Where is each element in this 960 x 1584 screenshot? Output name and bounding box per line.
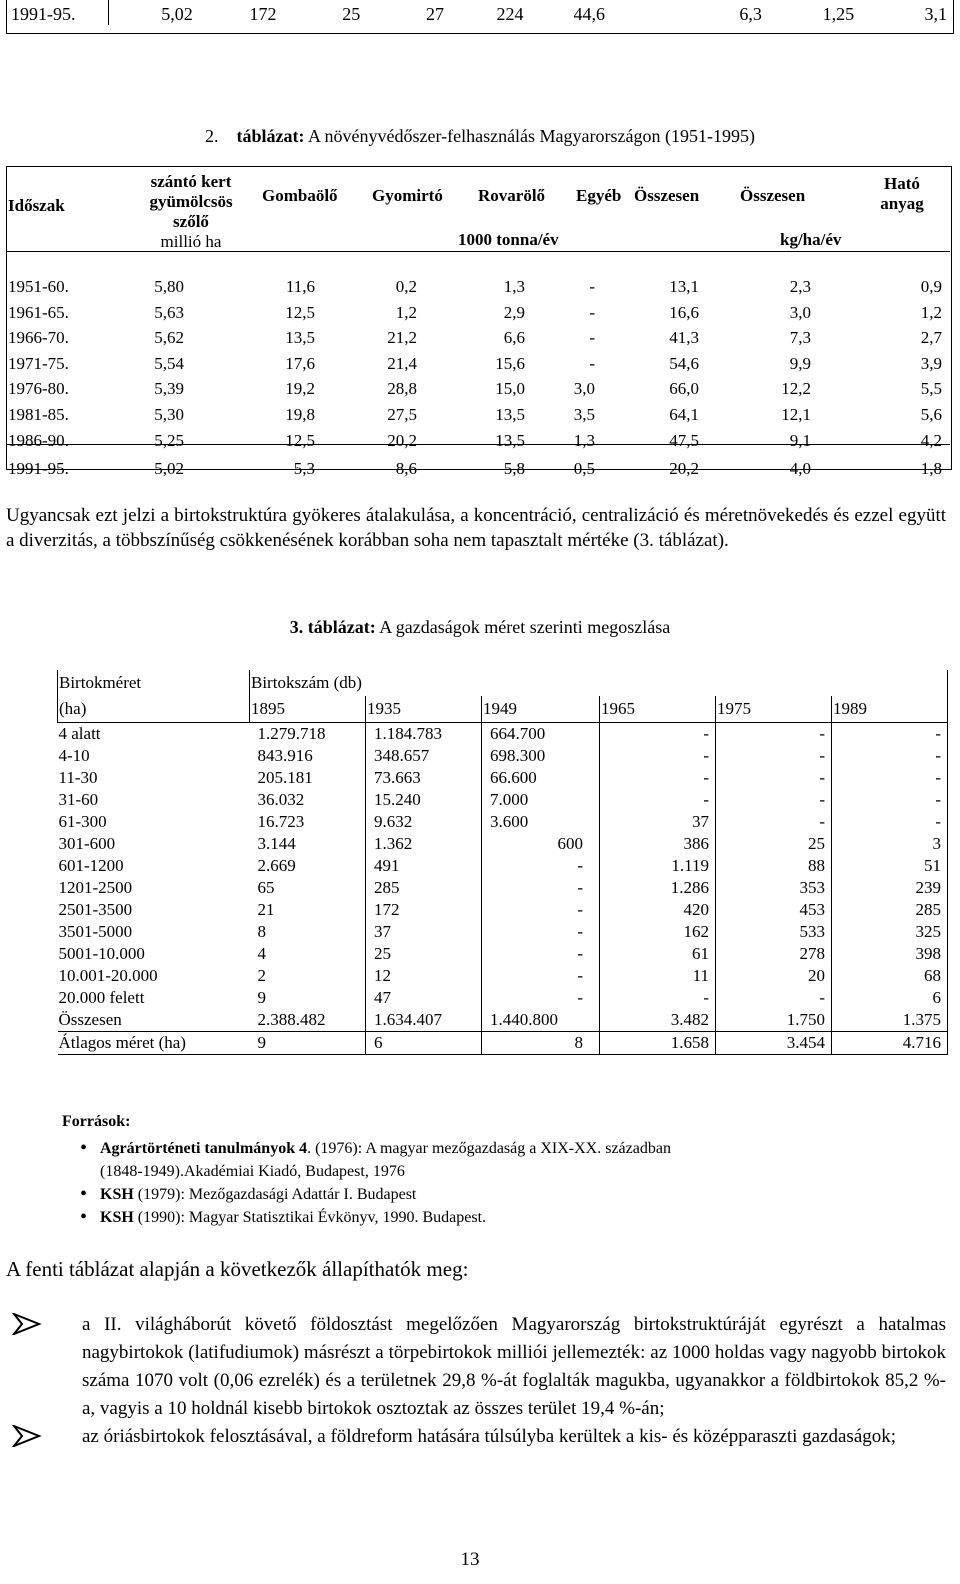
table-cell: 4,0: [789, 459, 811, 479]
table-cell: 51: [832, 855, 948, 877]
table-cell: 6,6: [503, 328, 525, 348]
table-cell: 8: [482, 1032, 600, 1055]
table-cell: -: [482, 877, 600, 899]
table-row: [6, 300, 950, 326]
table-cell: 12,1: [781, 404, 811, 424]
table-cell: 17,6: [285, 353, 315, 373]
size-label: 31-60: [58, 790, 99, 809]
table-cell: -: [482, 943, 600, 965]
table-cell: 0,9: [920, 277, 942, 296]
table-cell: 3,0: [789, 302, 811, 322]
header-area: [136, 172, 246, 252]
table-cell: 25: [342, 4, 361, 24]
table-cell: 25: [716, 833, 832, 855]
table-cell: 1.375: [832, 1009, 948, 1032]
table-cell: 9: [250, 1032, 366, 1055]
table-cell: 491: [366, 855, 482, 877]
source-item: [62, 1137, 671, 1183]
header-size: Birtokméret: [58, 670, 250, 696]
table-cell: 65: [250, 877, 366, 899]
table-cell: 37: [366, 921, 482, 943]
header-total-kgha: Összesen: [740, 186, 806, 205]
table-cell: 16,6: [669, 302, 699, 322]
header-size-unit: (ha): [58, 696, 250, 723]
size-label: 301-600: [58, 834, 116, 853]
table-cell: 11,6: [285, 277, 315, 296]
conclusion-heading: A fenti táblázat alapján a következők állapíthatók meg:: [6, 1257, 469, 1281]
table-cell: 12,2: [781, 379, 811, 399]
table-cell: 5,62: [154, 328, 184, 348]
table-cell: 1.184.783: [366, 723, 482, 746]
table-row: [58, 855, 948, 877]
size-label: 20.000 felett: [58, 988, 145, 1007]
table-cell: 25: [366, 943, 482, 965]
table-cell: 37: [600, 811, 716, 833]
year-header: 1935: [366, 696, 482, 723]
table-cell: 41,3: [669, 328, 699, 348]
table-cell: 1,25: [822, 4, 855, 24]
table-cell: 1981-85.: [8, 404, 69, 424]
table-cell: 9.632: [366, 811, 482, 833]
table-cell: 47: [366, 987, 482, 1009]
year-header: 1965: [600, 696, 716, 723]
table-cell: 600: [482, 833, 600, 855]
source-text: (1990): Magyar Statisztikai Évkönyv, 1990. Budapest.: [133, 1209, 487, 1226]
table-cell: 3,1: [924, 4, 947, 24]
header-area-line: gyümölcsös: [149, 192, 233, 211]
source-item: [62, 1206, 671, 1229]
table-cell: 1991-95.: [8, 459, 69, 479]
table-row: [6, 453, 950, 482]
header-area-unit: millió ha: [160, 232, 222, 251]
table-cell: 843.916: [250, 745, 366, 767]
table-cell: 664.700: [482, 723, 600, 746]
header-area-line: szőlő: [173, 212, 209, 231]
table-cell: 5,5: [920, 379, 942, 399]
table-row: [6, 274, 950, 300]
list-item: [6, 1311, 946, 1423]
table-row: [7, 0, 953, 25]
year-header: 1949: [482, 696, 600, 723]
table-cell: 1.658: [600, 1032, 716, 1055]
header-active-line: Ható: [884, 174, 920, 193]
size-label: 61-300: [58, 812, 107, 831]
table-cell: 348.657: [366, 745, 482, 767]
table-cell: -: [716, 811, 832, 833]
table-cell: 28,8: [387, 379, 417, 399]
table-cell: -: [716, 767, 832, 789]
table-row: [58, 1009, 948, 1032]
table-cell: -: [600, 767, 716, 789]
source-item: [62, 1183, 671, 1206]
table-cell: 2,7: [920, 328, 942, 348]
table-cell: 15,0: [495, 379, 525, 399]
table-cell: 5,02: [154, 459, 184, 479]
table-cell: -: [482, 987, 600, 1009]
header-period: Időszak: [8, 196, 65, 215]
table-cell: 7.000: [482, 789, 600, 811]
table-cell: 353: [716, 877, 832, 899]
table-cell: 13,5: [285, 328, 315, 348]
table-cell: -: [600, 723, 716, 746]
source-author: KSH: [100, 1186, 134, 1203]
source-text-cont: (1848-1949).Akadémiai Kiadó, Budapest, 1976: [100, 1163, 405, 1180]
table-row: [58, 1032, 948, 1055]
table-row: [58, 921, 948, 943]
table-cell: 16.723: [250, 811, 366, 833]
table-cell: 5,02: [161, 4, 193, 24]
list-item-text: a II. világháborút követő földosztást megelőzően Magyarország birtokstruktúráját egyrészt a hatalmas nagybirtokok (latifudiumok) másrészt a törpebirtokok milliói jellemezték: az 1000 holdas vagy nagyobb birtokok száma 1070 volt (0,06 ezrelék) és a területnek 29,8 %-át foglalták magukba, ugyanakkor a földbirtokok 85,2 %-a, vagyis a 10 holdnál kisebb birtokok osztoztak az összes terület 19,4 %-án;: [82, 1314, 946, 1419]
table-cell: 1971-75.: [8, 353, 69, 373]
table-cell: 172: [249, 4, 277, 24]
table-cell: 6: [832, 987, 948, 1009]
table-cell: -: [482, 899, 600, 921]
table-cell: 1,8: [920, 459, 942, 479]
table-cell: 5,39: [154, 379, 184, 399]
table-row: [58, 745, 948, 767]
table-cell: 0,5: [573, 459, 595, 479]
table-cell: 9,1: [789, 430, 811, 450]
table-cell: 15.240: [366, 789, 482, 811]
table-cell: 398: [832, 943, 948, 965]
table-cell: -: [600, 789, 716, 811]
table-cell: 20: [716, 965, 832, 987]
year-header: 1989: [832, 696, 948, 723]
header-active-line: anyag: [880, 194, 924, 213]
table-cell: 278: [716, 943, 832, 965]
table-cell: 1,2: [920, 302, 942, 322]
table-cell: 12,5: [285, 302, 315, 322]
table-row: [58, 877, 948, 899]
table-cell: 15,6: [495, 353, 525, 373]
source-text: . (1976): A magyar mezőgazdaság a XIX-XX. században: [307, 1140, 671, 1157]
table-cell: -: [589, 277, 595, 296]
table-cell: 224: [496, 4, 524, 24]
table-cell: 9,9: [789, 353, 811, 373]
table-cell: 285: [832, 899, 948, 921]
header-herbicide: Gyomirtó: [372, 186, 443, 205]
table-cell: -: [600, 745, 716, 767]
table-cell: 5,8: [503, 459, 525, 479]
table-cell: 5,6: [920, 404, 942, 424]
table-cell: 3: [832, 833, 948, 855]
table-cell: -: [482, 965, 600, 987]
table-cell: -: [832, 745, 948, 767]
table-cell: 3.482: [600, 1009, 716, 1032]
table-row: [6, 376, 950, 402]
caption-label: 3. táblázat:: [289, 617, 376, 637]
table-cell: 5,3: [293, 459, 315, 479]
table-cell: 64,1: [669, 404, 699, 424]
table-row: [6, 325, 950, 351]
table-row: [58, 767, 948, 789]
header-active-ingredient: [860, 174, 944, 214]
table-cell: 13,5: [495, 404, 525, 424]
table-cell: 1951-60.: [8, 277, 69, 296]
table3: [57, 670, 947, 1055]
table-cell: -: [589, 302, 595, 322]
table-cell: 66.600: [482, 767, 600, 789]
table-cell: 11: [600, 965, 716, 987]
table-cell: -: [589, 353, 595, 373]
unit-tonnes: 1000 tonna/év: [458, 230, 559, 249]
table-cell: 1966-70.: [8, 328, 69, 348]
table-cell: 3.144: [250, 833, 366, 855]
table-cell: 1.440.800: [482, 1009, 600, 1032]
table-row: [6, 351, 950, 377]
table3-caption: [0, 617, 960, 638]
table-cell: 13,1: [669, 277, 699, 296]
page-number: 13: [460, 1549, 480, 1570]
table-cell: 3,5: [573, 404, 595, 424]
size-label: Átlagos méret (ha): [58, 1032, 250, 1055]
table-cell: 5,80: [154, 277, 184, 296]
sources-list: [62, 1137, 671, 1229]
table-cell: 172: [366, 899, 482, 921]
table-cell: 68: [832, 965, 948, 987]
table-row: [58, 723, 948, 746]
header-total-tonnes: Összesen: [634, 186, 700, 205]
size-label: 601-1200: [58, 856, 124, 875]
table-cell: 1.362: [366, 833, 482, 855]
table-cell: 1.119: [600, 855, 716, 877]
table-cell: 1.286: [600, 877, 716, 899]
table2-caption: [0, 126, 960, 147]
table-cell: 1.750: [716, 1009, 832, 1032]
list-item-text: az óriásbirtokok felosztásával, a földreform hatására túlsúlyba kerültek a kis- és középparaszti gazdaságok;: [82, 1426, 897, 1447]
table-cell: 2: [250, 965, 366, 987]
table-cell: 27: [426, 4, 444, 24]
table-cell: 21,4: [387, 353, 417, 373]
table-cell: 20,2: [387, 430, 417, 450]
table-cell: 285: [366, 877, 482, 899]
conclusion-list: [6, 1311, 946, 1451]
table-cell: -: [832, 723, 948, 746]
table-cell: -: [716, 789, 832, 811]
table-cell: 239: [832, 877, 948, 899]
table-cell: 13,5: [495, 430, 525, 450]
table-cell: 2,3: [789, 277, 811, 296]
table-cell: 7,3: [789, 328, 811, 348]
table-cell: 698.300: [482, 745, 600, 767]
arrowhead-bullet-icon: [12, 1313, 42, 1335]
table-row: [58, 899, 948, 921]
table-row: [6, 402, 950, 428]
header-insecticide: Rovarölő: [478, 186, 546, 205]
table-cell: 1,3: [503, 277, 525, 296]
size-label: 4 alatt: [58, 723, 250, 746]
size-label: 4-10: [58, 746, 90, 765]
table-cell: -: [716, 987, 832, 1009]
table-cell: -: [589, 328, 595, 348]
table-cell: 73.663: [366, 767, 482, 789]
table-cell: 5,54: [154, 353, 184, 373]
table-cell: 1.279.718: [250, 723, 366, 746]
table2-header: [6, 166, 950, 251]
table-cell: 8: [250, 921, 366, 943]
table-cell: 19,2: [285, 379, 315, 399]
unit-kgha: kg/ha/év: [780, 230, 842, 249]
size-label: 2501-3500: [58, 900, 133, 919]
body-paragraph: Ugyancsak ezt jelzi a birtokstruktúra gyökeres átalakulása, a koncentráció, centralizáció és méretnövekedés és ezzel együtt a diverzitás, a többszínűség csökkenésének korábban soha nem tapasztalt mértéke (3. táblázat).: [6, 505, 946, 551]
table-cell: 2,9: [503, 302, 525, 322]
size-label: 3501-5000: [58, 922, 133, 941]
table-cell: -: [600, 987, 716, 1009]
table-cell: 12,5: [285, 430, 315, 450]
table-cell: 44,6: [573, 4, 606, 24]
table-cell: 20,2: [669, 459, 699, 479]
size-label: Összesen: [58, 1009, 250, 1032]
table-cell: 3.600: [482, 811, 600, 833]
table-cell: 1,2: [395, 302, 417, 322]
table-cell: 2.388.482: [250, 1009, 366, 1032]
header-count: Birtokszám (db): [250, 670, 948, 696]
sources-section: [62, 1113, 671, 1229]
size-label: 10.001-20.000: [58, 966, 158, 985]
table-cell: 1986-90.: [8, 430, 69, 450]
table-cell: 1.634.407: [366, 1009, 482, 1032]
table-cell: -: [832, 789, 948, 811]
table-cell: 47,5: [669, 430, 699, 450]
arrowhead-bullet-icon: [12, 1425, 42, 1447]
table2-body: [6, 274, 950, 482]
source-author: KSH: [100, 1209, 134, 1226]
table-cell: 4: [250, 943, 366, 965]
table-cell: 88: [716, 855, 832, 877]
table-cell: 453: [716, 899, 832, 921]
table-row: [58, 943, 948, 965]
table-cell: 8,6: [395, 459, 417, 479]
caption-text: A gazdaságok méret szerinti megoszlása: [379, 617, 671, 637]
table3-years-row: [58, 696, 948, 723]
table-row: [6, 428, 950, 454]
table3-header-row: [58, 670, 948, 696]
table-cell: 21,2: [387, 328, 417, 348]
table-cell: 1976-80.: [8, 379, 69, 399]
table-cell: 205.181: [250, 767, 366, 789]
table-cell: 36.032: [250, 789, 366, 811]
size-label: 5001-10.000: [58, 944, 145, 963]
table-cell: 6,3: [739, 4, 762, 24]
table-cell: 162: [600, 921, 716, 943]
table-cell: -: [482, 921, 600, 943]
table-cell: 61: [600, 943, 716, 965]
caption-label: táblázat:: [236, 126, 305, 146]
table-cell: -: [482, 855, 600, 877]
table-cell: 12: [366, 965, 482, 987]
table-cell: 4,2: [920, 430, 942, 450]
list-item: [6, 1423, 946, 1451]
table-cell: 5,25: [154, 430, 184, 450]
table-cell: 386: [600, 833, 716, 855]
table-cell: 3,0: [573, 379, 595, 399]
table-cell: 27,5: [387, 404, 417, 424]
table-cell: 533: [716, 921, 832, 943]
size-label: 11-30: [58, 768, 98, 787]
table-cell: 3,9: [920, 353, 942, 373]
table-cell: 6: [366, 1032, 482, 1055]
header-fungicide: Gombaölő: [262, 186, 338, 205]
table-cell: -: [832, 811, 948, 833]
table-cell: -: [716, 745, 832, 767]
table-cell: 1961-65.: [8, 302, 69, 322]
table-cell: 325: [832, 921, 948, 943]
caption-text: A növényvédőszer-felhasználás Magyarországon (1951-1995): [308, 126, 755, 146]
header-area-line: szántó kert: [150, 172, 232, 191]
table-cell: 66,0: [669, 379, 699, 399]
table-cell: -: [832, 767, 948, 789]
table-cell: 3.454: [716, 1032, 832, 1055]
table-cell: 0,2: [395, 277, 417, 296]
table-cell: 5,63: [154, 302, 184, 322]
table-cell: 54,6: [669, 353, 699, 373]
table-cell: 4.716: [832, 1032, 948, 1055]
table-row: [58, 789, 948, 811]
table-cell: 1991-95.: [7, 0, 108, 25]
table-cell: -: [716, 723, 832, 746]
table-cell: 1,3: [573, 430, 595, 450]
table-row: [58, 833, 948, 855]
table-cell: 2.669: [250, 855, 366, 877]
caption-number: 2.: [205, 126, 219, 146]
table-cell: 21: [250, 899, 366, 921]
table-row: [58, 965, 948, 987]
sources-title: Források:: [62, 1113, 131, 1130]
source-text: (1979): Mezőgazdasági Adattár I. Budapest: [133, 1186, 417, 1203]
previous-table-fragment: [6, 0, 954, 34]
table-row: [58, 811, 948, 833]
year-header: 1895: [250, 696, 366, 723]
source-author: Agrártörténeti tanulmányok 4: [100, 1140, 308, 1157]
table-cell: 5,30: [154, 404, 184, 424]
size-label: 1201-2500: [58, 878, 133, 897]
header-other: Egyéb: [576, 186, 622, 205]
table-cell: 19,8: [285, 404, 315, 424]
table-cell: 420: [600, 899, 716, 921]
table-row: [58, 987, 948, 1009]
year-header: 1975: [716, 696, 832, 723]
table-cell: 9: [250, 987, 366, 1009]
